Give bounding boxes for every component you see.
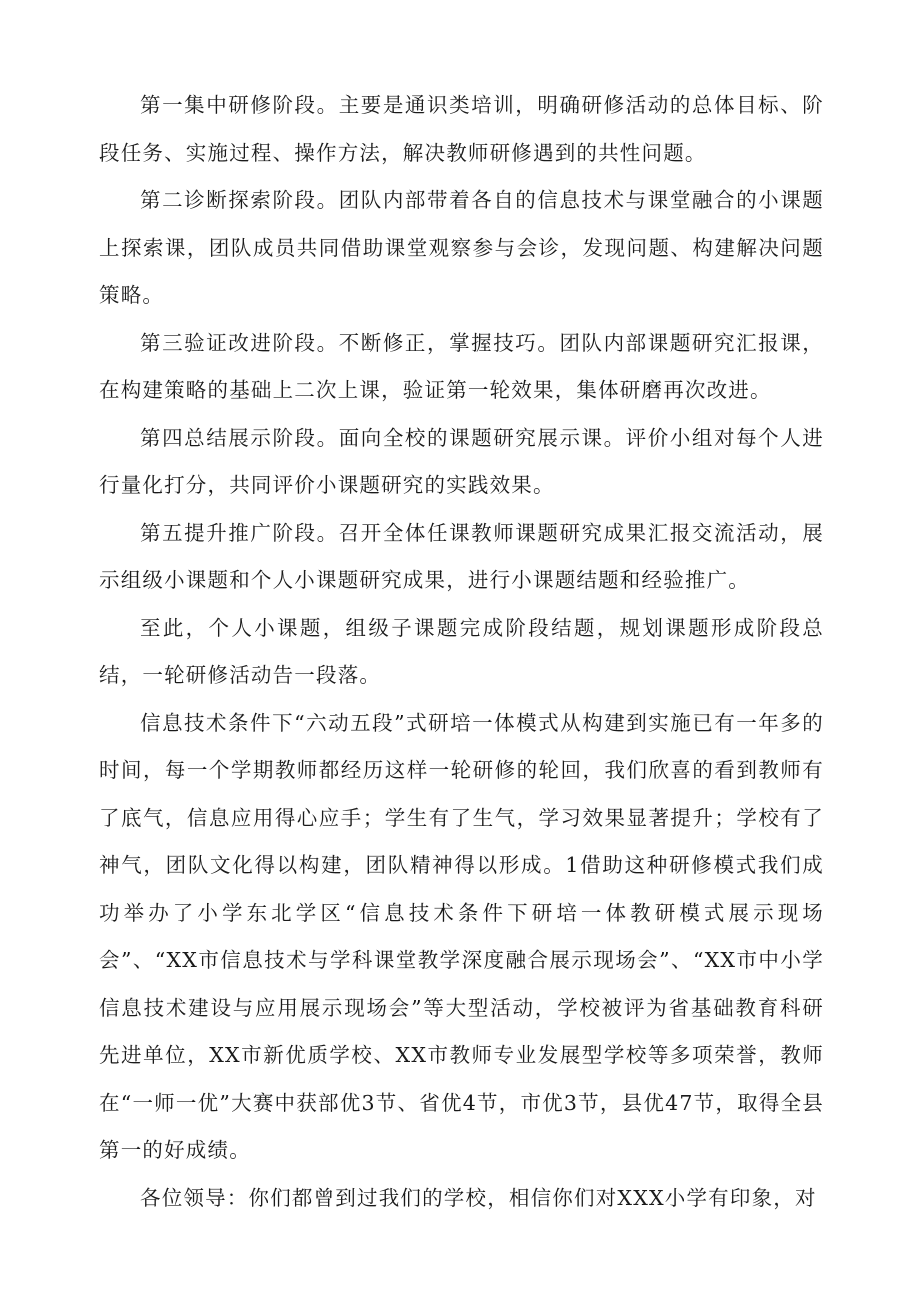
paragraph-address-leaders: 各位领导：你们都曾到过我们的学校，相信你们对XXX小学有印象，对	[140, 1185, 817, 1210]
paragraph-stage-1: 第一集中研修阶段。主要是通识类培训，明确研修活动的总体目标、阶段任务、实施过程、操作方法，解决教师研修遇到的共性问题。	[99, 93, 824, 165]
paragraph-achievements: 信息技术条件下“六动五段”式研培一体模式从构建到实施已有一年多的时间，每一个学期教师都经历这样一轮研修的轮回，我们欣喜的看到教师有了底气，信息应用得心应手；学生有了生气，学习效果显著提升；学校有了神气，团队文化得以构建，团队精神得以形成。1借助这种研修模式我们成功举办了小学东北学区“信息技术条件下研培一体教研模式展示现场会”、“XX市信息技术与学科课堂教学深度融合展示现场会”、“XX市中小学信息技术建设与应用展示现场会”等大型活动，学校被评为省基础教育科研先进单位，XX市新优质学校、XX市教师专业发展型学校等多项荣誉，教师在“一师一优”大赛中获部优3节、省优4节，市优3节，县优47节，取得全县第一的好成绩。	[99, 710, 824, 1162]
paragraph-summary: 至此，个人小课题，组级子课题完成阶段结题，规划课题形成阶段总结，一轮研修活动告一段落。	[99, 615, 824, 687]
document-body	[99, 82, 824, 1222]
paragraph-stage-5: 第五提升推广阶段。召开全体任课教师课题研究成果汇报交流活动，展示组级小课题和个人小课题研究成果，进行小课题结题和经验推广。	[99, 520, 824, 592]
paragraph-stage-3: 第三验证改进阶段。不断修正，掌握技巧。团队内部课题研究汇报课，在构建策略的基础上二次上课，验证第一轮效果，集体研磨再次改进。	[99, 330, 824, 402]
paragraph-stage-4: 第四总结展示阶段。面向全校的课题研究展示课。评价小组对每个人进行量化打分，共同评价小课题研究的实践效果。	[99, 425, 824, 497]
paragraph-stage-2: 第二诊断探索阶段。团队内部带着各自的信息技术与课堂融合的小课题上探索课，团队成员共同借助课堂观察参与会诊，发现问题、构建解决问题策略。	[99, 188, 824, 307]
